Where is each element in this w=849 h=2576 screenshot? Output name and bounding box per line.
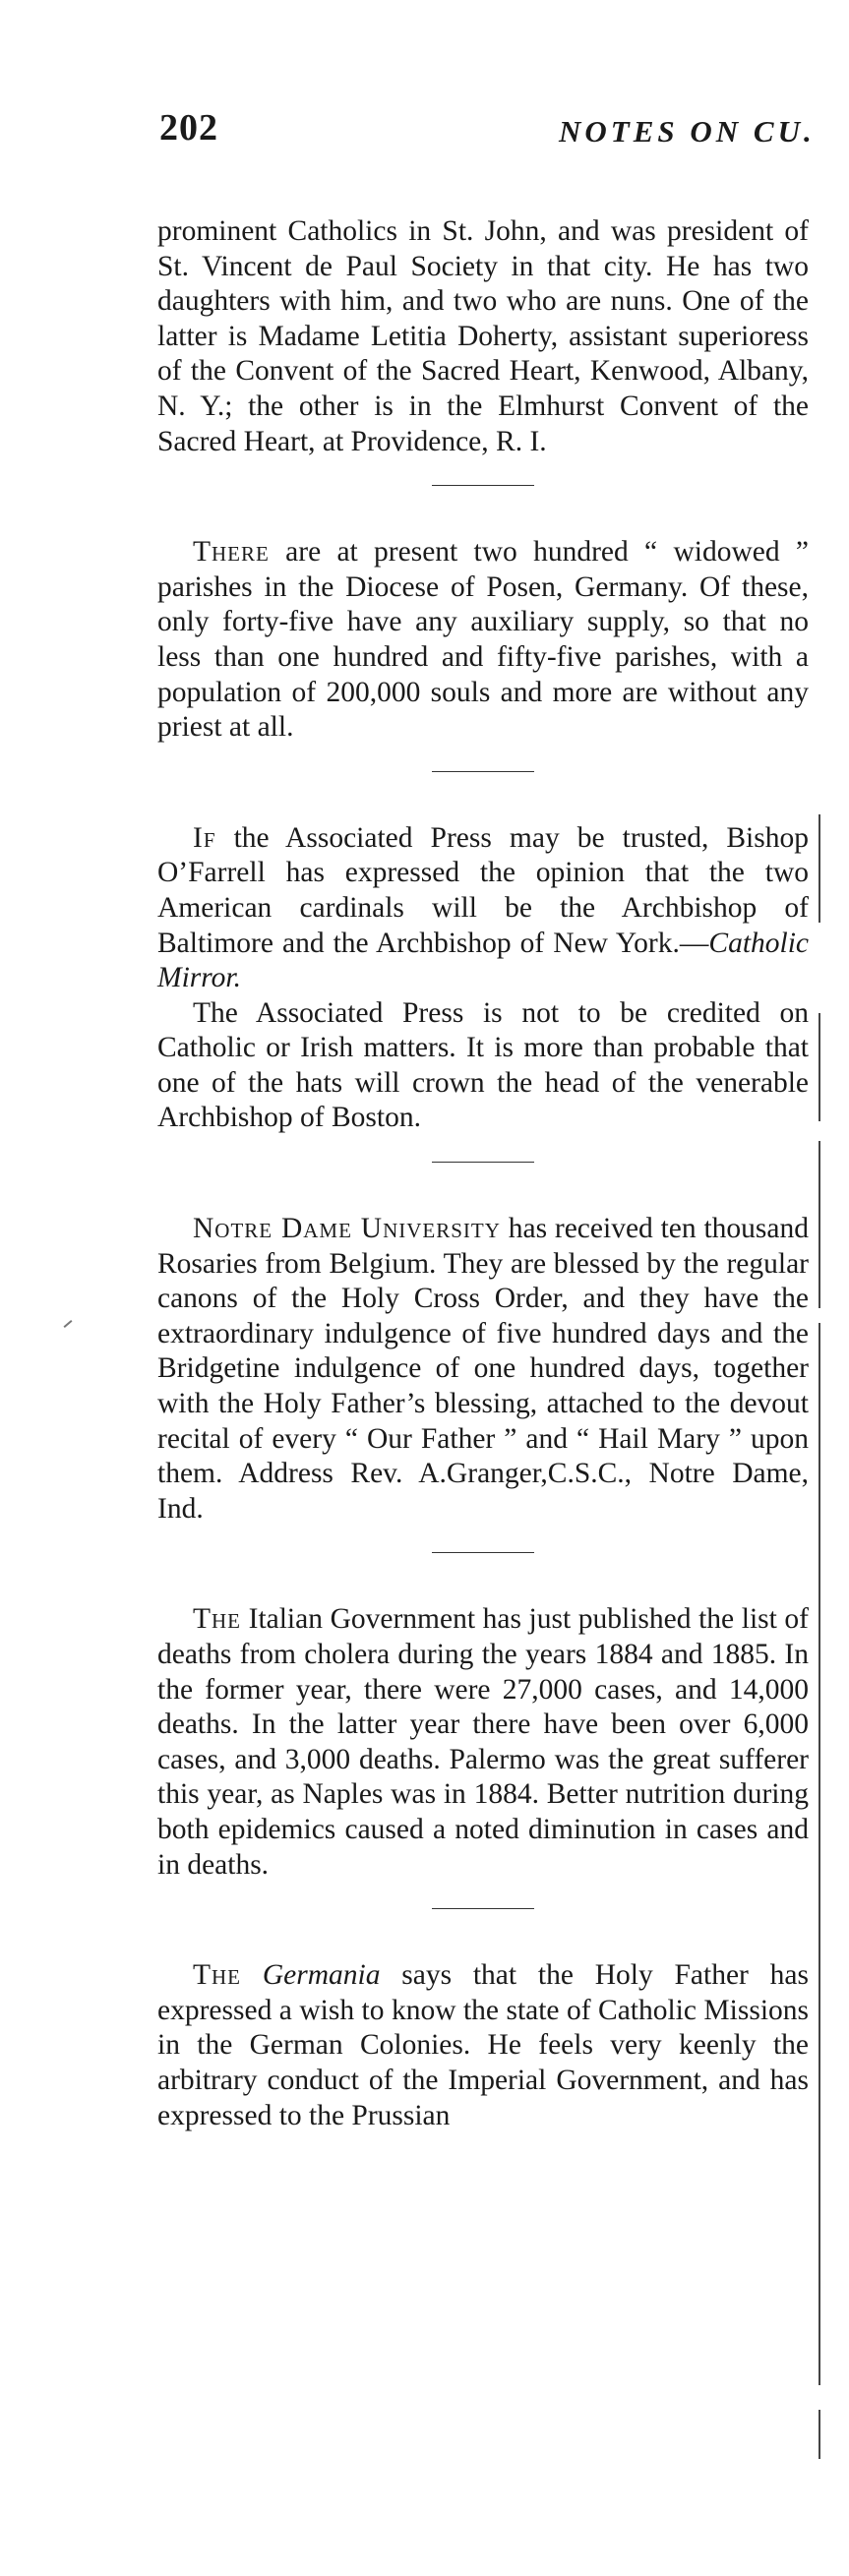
- paragraph-associated-press: [157, 821, 809, 996]
- page-number: 202: [159, 107, 218, 149]
- section-divider: [432, 485, 534, 486]
- paragraph-text: prominent Catholics in St. John, and was president of St. Vincent de Paul Society in that city. He has two daughters with him, and two who are nuns. One of the latter is Madame Letitia Doherty, assistant superioress of the Convent of the Sacred Heart, Kenwood, Albany, N. Y.; the other is in the Elmhurst Convent of the Sacred Heart, at Providence, R. I.: [157, 215, 809, 457]
- text-column: [157, 214, 809, 2133]
- paragraph-posen: [157, 535, 809, 746]
- paragraph-lead: The: [193, 1959, 242, 1992]
- paragraph-lead: If: [193, 821, 216, 854]
- paragraph-reply: [157, 996, 809, 1136]
- paragraph-text: Italian Government has just published the list of deaths from cholera during the years 1884 and 1885. In the former year, there were 27,000 cases, and 14,000 deaths. In the latter year there have been over 6,000 cases, and 3,000 deaths. Palermo was the great sufferer this year, as Naples was in 1884. Better nutrition during both epidemics caused a noted diminution in cases and in deaths.: [157, 1603, 809, 1881]
- section-divider: [432, 1552, 534, 1553]
- paragraph-text: says that the Holy Father has expressed a wish to know the state of Catholic Missions in the German Colonies. He feels very keenly the arbitrary conduct of the Imperial Government, and has expressed to the Prussian: [157, 1959, 809, 2131]
- paragraph-continued: [157, 214, 809, 459]
- margin-rule: [819, 1323, 820, 2385]
- running-head: NOTES ON CU.: [559, 114, 816, 149]
- margin-rule: [819, 2410, 820, 2459]
- paragraph-text: are at present two hundred “ widowed ” parishes in the Diocese of Posen, Germany. Of these, only forty-five have any auxiliary supply, so that no less than one hundred and fifty-five parishes, with a population of 200,000 souls and more are without any priest at all.: [157, 536, 809, 744]
- stray-ink-mark: [64, 1320, 73, 1328]
- paragraph-notre-dame: [157, 1212, 809, 1527]
- paragraph-text: has received ten thousand Rosaries from Belgium. They are blessed by the regular canons of the Holy Cross Order, and they have the extraordinary indulgence of five hundred days and the Bridgetine indulgence of one hundred days, together with the Holy Father’s blessing, attached to the devout recital of every “ Our Father ” and “ Hail Mary ” upon them. Address Rev. A.Granger,C.S.C., Notre Dame, Ind.: [157, 1213, 810, 1525]
- paragraph-cholera: [157, 1602, 809, 1883]
- section-divider: [432, 1908, 534, 1909]
- margin-rule: [819, 814, 820, 923]
- paragraph-text: The Associated Press is not to be credited on Catholic or Irish matters. It is more than probable that one of the hats will crown the head of the venerable Archbishop of Boston.: [157, 996, 809, 1134]
- publication-title: Germania: [262, 1959, 381, 1992]
- paragraph-lead: The: [193, 1603, 242, 1636]
- paragraph-lead: There: [193, 536, 270, 569]
- source-citation: Catholic Mirror.: [157, 927, 809, 994]
- paragraph-text: the Associated Press may be trusted, Bishop O’Farrell has expressed the opinion that the two American cardinals will be the Archbishop of Baltimore and the Archbishop of New York.—: [157, 821, 809, 959]
- section-divider: [432, 1162, 534, 1163]
- margin-rule: [819, 1013, 820, 1121]
- paragraph-germania: [157, 1958, 809, 2133]
- margin-rule: [819, 1141, 820, 1308]
- section-divider: [432, 771, 534, 772]
- paragraph-lead: Notre Dame University: [193, 1213, 501, 1245]
